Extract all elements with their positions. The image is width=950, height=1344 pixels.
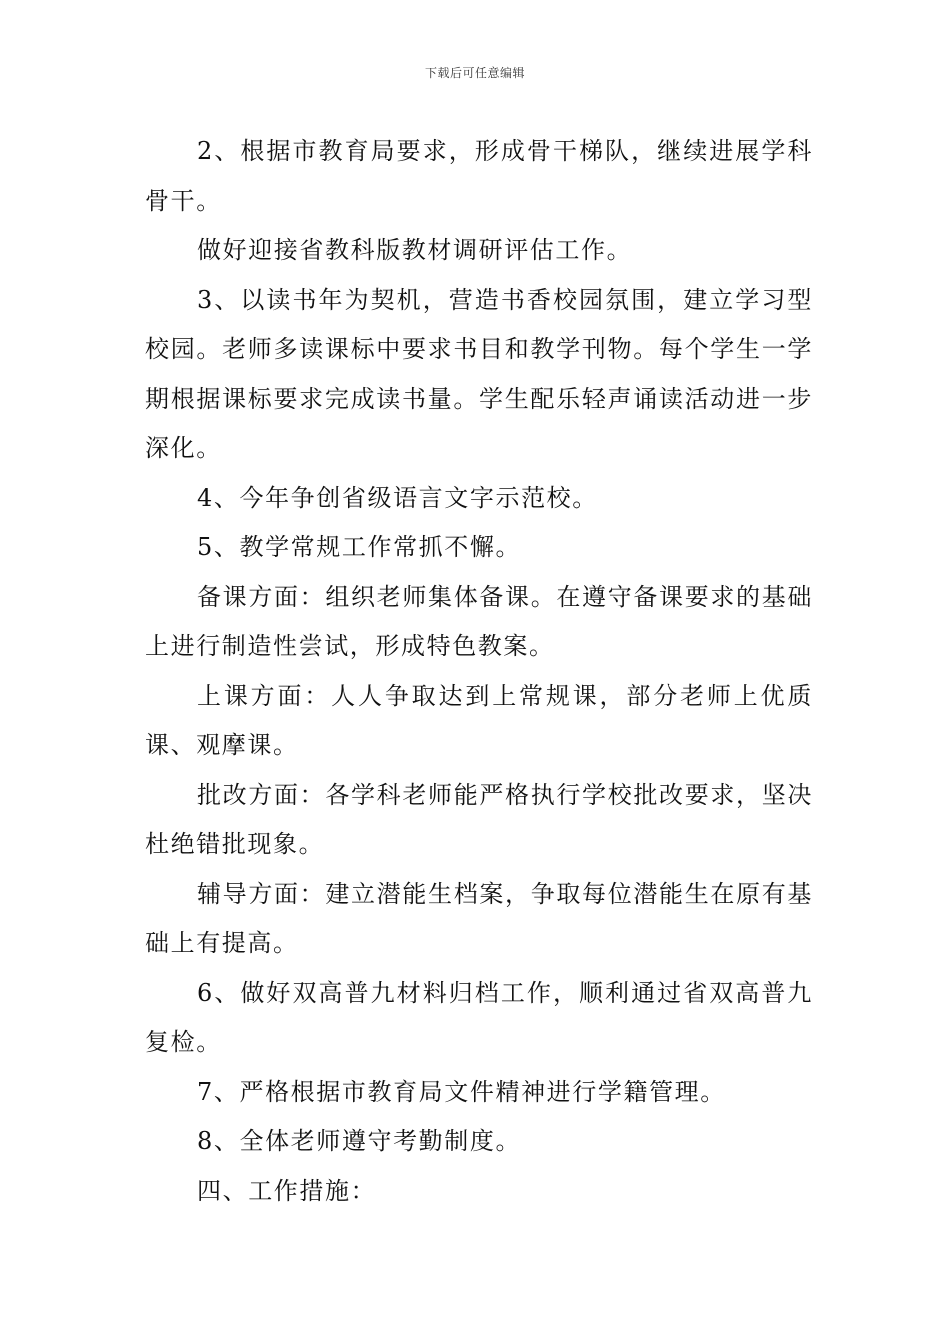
paragraph-item-2: 2、根据市教育局要求，形成骨干梯队，继续进展学科骨干。 [145, 137, 813, 215]
paragraph-item-7: 7、严格根据市教育局文件精神进行学籍管理。 [197, 1077, 726, 1106]
document-body [145, 127, 813, 1216]
paragraph-item-4: 4、今年争创省级语言文字示范校。 [197, 483, 598, 512]
paragraph-tutoring: 辅导方面：建立潜能生档案，争取每位潜能生在原有基础上有提高。 [145, 879, 813, 957]
paragraph-grading: 批改方面：各学科老师能严格执行学校批改要求，坚决杜绝错批现象。 [145, 780, 813, 858]
page-header-note: 下载后可任意编辑 [424, 66, 525, 80]
paragraph-item-5: 5、教学常规工作常抓不懈。 [197, 533, 522, 561]
paragraph-evaluation: 做好迎接省教科版教材调研评估工作。 [197, 236, 633, 264]
paragraph-teaching: 上课方面：人人争取达到上常规课，部分老师上优质课、观摩课。 [145, 681, 813, 759]
paragraph-item-6: 6、做好双高普九材料归档工作，顺利通过省双高普九复检。 [145, 978, 813, 1056]
paragraph-lesson-prep: 备课方面：组织老师集体备课。在遵守备课要求的基础上进行制造性尝试，形成特色教案。 [145, 582, 813, 660]
paragraph-item-3: 3、以读书年为契机，营造书香校园氛围，建立学习型校园。老师多读课标中要求书目和教学刊物。每个学生一学期根据课标要求完成读书量。学生配乐轻声诵读活动进一步深化。 [145, 285, 813, 462]
paragraph-item-8: 8、全体老师遵守考勤制度。 [197, 1127, 522, 1155]
section-heading-measures: 四、工作措施： [197, 1176, 377, 1205]
